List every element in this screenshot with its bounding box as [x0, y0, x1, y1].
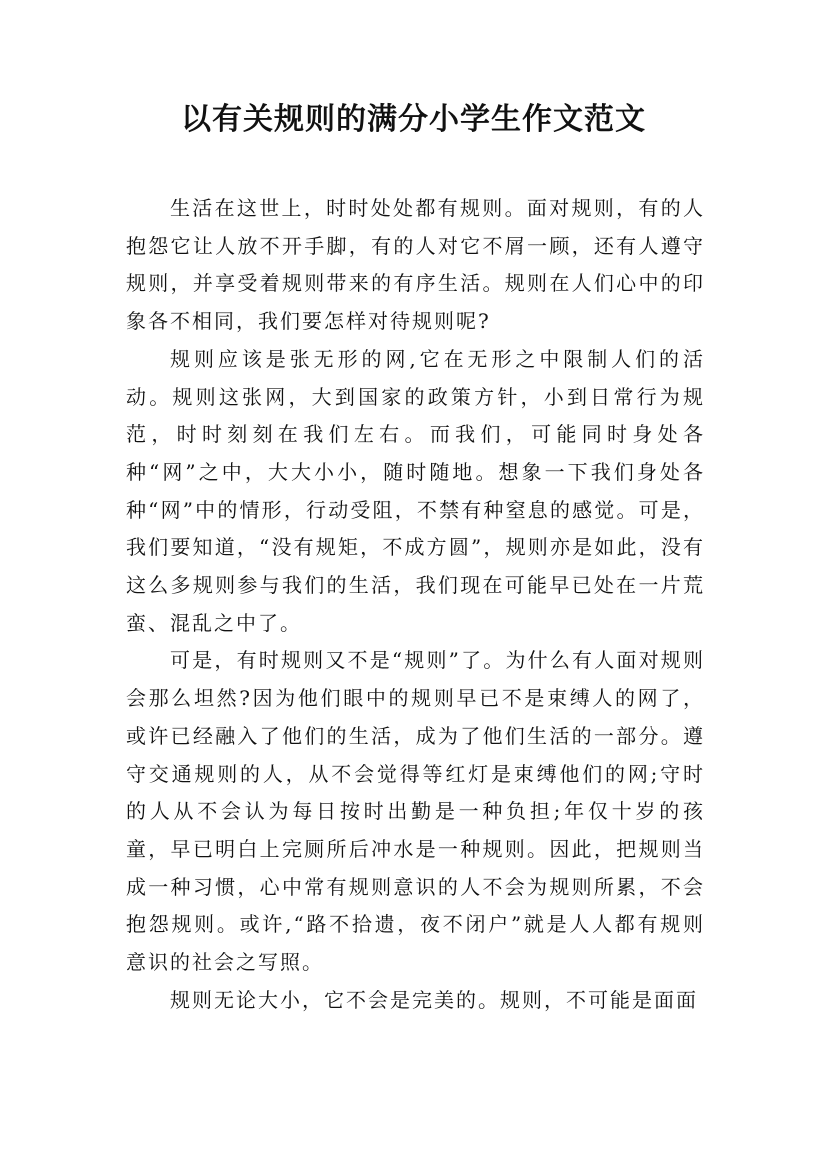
document-body — [126, 190, 705, 1019]
paragraph-3: 可是，有时规则又不是“规则”了。为什么有人面对规则会那么坦然?因为他们眼中的规则早已不是束缚人的网了，或许已经融入了他们的生活，成为了他们生活的一部分。遵守交通规则的人，从不会觉得等红灯是束缚他们的网;守时的人从不会认为每日按时出勤是一种负担;年仅十岁的孩童，早已明白上完厕所后冲水是一种规则。因此，把规则当成一种习惯，心中常有规则意识的人不会为规则所累，不会抱怨规则。或许,“路不拾遗，夜不闭户”就是人人都有规则意识的社会之写照。 — [126, 648, 705, 975]
paragraph-2: 规则应该是张无形的网,它在无形之中限制人们的活动。规则这张网，大到国家的政策方针，小到日常行为规范，时时刻刻在我们左右。而我们，可能同时身处各种“网”之中，大大小小，随时随地。想象一下我们身处各种“网”中的情形，行动受阻，不禁有种窒息的感觉。可是，我们要知道，“没有规矩，不成方圆”，规则亦是如此，没有这么多规则参与我们的生活，我们现在可能早已处在一片荒蛮、混乱之中了。 — [126, 346, 705, 635]
paragraph-1: 生活在这世上，时时处处都有规则。面对规则，有的人抱怨它让人放不开手脚，有的人对它不屑一顾，还有人遵守规则，并享受着规则带来的有序生活。规则在人们心中的印象各不相同，我们要怎样对待规则呢? — [126, 196, 705, 334]
document-title: 以有关规则的满分小学生作文范文 — [181, 102, 646, 137]
paragraph-4: 规则无论大小，它不会是完美的。规则，不可能是面面 — [170, 987, 698, 1012]
